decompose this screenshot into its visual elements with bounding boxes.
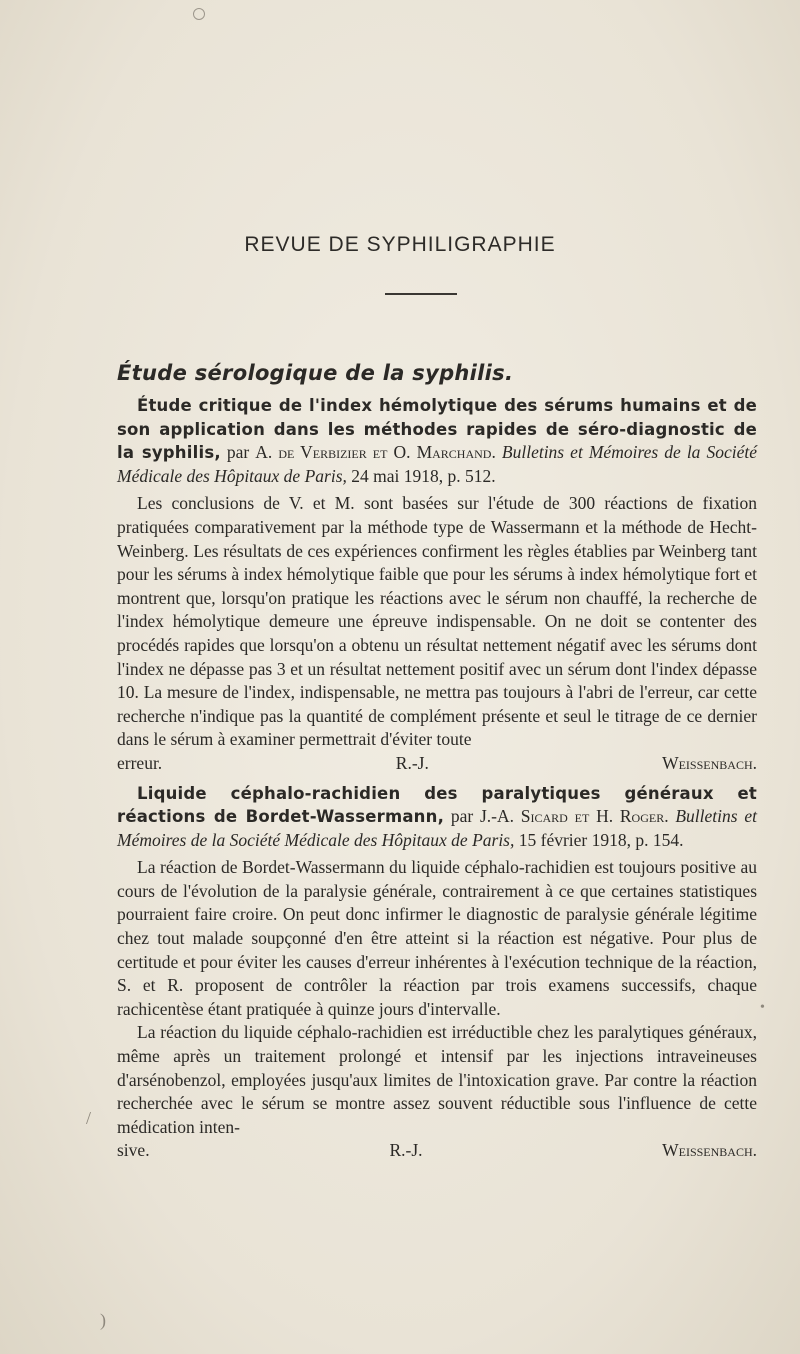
last-word: sive. [117,1140,150,1161]
library-stamp-icon [193,8,205,20]
article-paragraph: Les conclusions de V. et M. sont basées sur l'étude de 300 réactions de fixation pratiquées comparativement par la méthode type de Wassermann et la méthode de Hecht-Weinberg. Les résultats de ces expériences confirment les règles établies par Weinberg tant pour les sérums à index hémolytique faible que pour les sérums à index hémolytique fort et montrent que, lorsqu'on pratique les réactions avec le sérum non chauffé, la recherche de l'index hémolytique demeure une épreuve indispensable. On ne doit se contenter des procédés rapides que lorsqu'on a obtenu un résultat nettement négatif avec les sérums dont l'index ne dépasse pas 3 et un résultat nettement positif avec un sérum dont l'index dépasse 10. La mesure de l'index, indispensable, ne mettra pas toujours à l'abri de l'erreur, car cette recherche n'indique pas la quantité de complément présente et seul le titrage de ce dernier dans le sérum à examiner permettrait d'éviter toute [117,493,757,750]
article-by: par [226,442,250,463]
margin-mark: • [760,1000,765,1015]
article-heading [117,394,757,488]
margin-mark: / [86,1108,92,1128]
article-date: 15 février 1918, p. 154. [518,829,684,850]
article-journal: Bulletins et Mémoires de la Société Médicale des Hôpitaux de Paris, [117,442,758,486]
article-title: Étude critique de l'index hémolytique des sérums humains et de son application dans les méthodes rapides de séro-diagnostic de la syphilis, [117,396,757,463]
article-date: 24 mai 1918, p. 512. [351,465,496,486]
last-word: erreur. [117,752,163,773]
signature: R.-J. Weissenbach. [395,752,757,773]
signature-line [117,1139,757,1163]
article-paragraph: La réaction de Bordet-Wassermann du liquide céphalo-rachidien est toujours positive au cours de l'évolution de la paralysie générale, contrairement à ce que certaines statistiques pourraient faire croire. On peut donc infirmer le diagnostic de paralysie générale légitime chez tout malade soupçonné d'en être atteint si la réaction est négative. Pour plus de certitude et pour éviter les causes d'erreur inhérentes à l'exécution technique de la réaction, S. et R. proposent de contrôler la réaction par trois examens successifs, chaque rachicentèse étant pratiquée à quinze jours d'intervalle. [117,857,757,1019]
article-title: Liquide céphalo-rachidien des paralytiques généraux et réactions de Bordet-Wassermann, [117,783,757,827]
article-journal: Bulletins et Mémoires de la Société Médicale des Hôpitaux de Paris, [117,806,757,850]
article-authors: J.-A. Sicard et H. Roger. [479,806,669,827]
article-by: par [450,806,474,827]
signature: R.-J. Weissenbach. [389,1140,757,1161]
section-title: Étude sérologique de la syphilis. [117,361,514,385]
article-paragraph: La réaction du liquide céphalo-rachidien est irréductible chez les paralytiques généraux, même après un traitement prolongé et intensif par les injections intraveineuses d'arsénobenzol, employées jusqu'aux limites de l'intoxication grave. Par contre la réaction recherchée avec le sérum se montre assez souvent réductible sous l'influence de cette médication inten- [117,1022,757,1137]
margin-mark: ) [100,1310,106,1330]
running-head: REVUE DE SYPHILIGRAPHIE [244,233,556,256]
title-rule [385,293,457,295]
signature-line [117,752,757,776]
article-authors: A. de Verbizier et O. Marchand. [255,442,496,463]
article-body [117,358,757,1163]
article-heading [117,782,757,853]
